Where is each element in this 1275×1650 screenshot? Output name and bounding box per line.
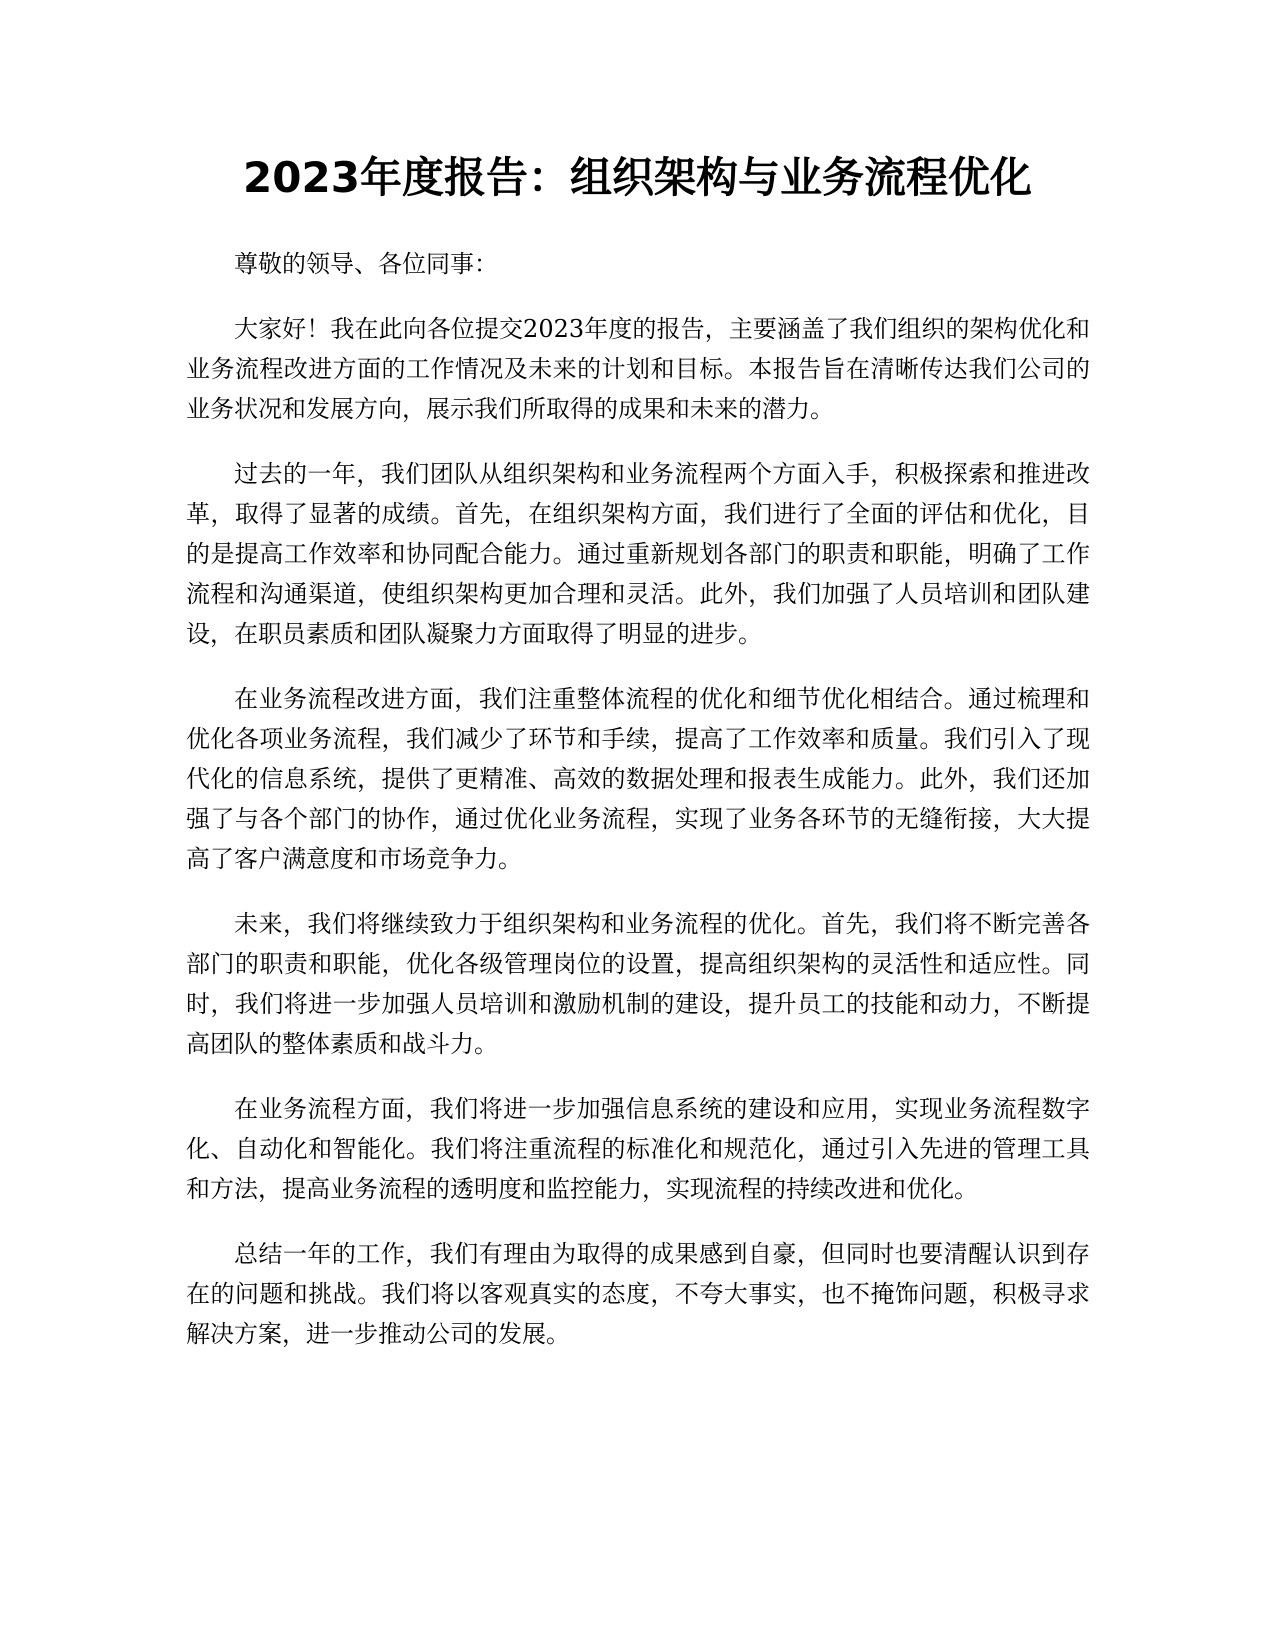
document-body xyxy=(186,244,1090,1379)
salutation-paragraph: 尊敬的领导、各位同事： xyxy=(234,250,498,278)
process-improvement-paragraph: 在业务流程改进方面，我们注重整体流程的优化和细节优化相结合。通过梳理和优化各项业务流程，我们减少了环节和手续，提高了工作效率和质量。我们引入了现代化的信息系统，提供了更精准、高效的数据处理和报表生成能力。此外，我们还加强了与各个部门的协作，通过优化业务流程，实现了业务各环节的无缝衔接，大大提高了客户满意度和市场竞争力。 xyxy=(186,685,1090,873)
business-process-paragraph: 在业务流程方面，我们将进一步加强信息系统的建设和应用，实现业务流程数字化、自动化和智能化。我们将注重流程的标准化和规范化，通过引入先进的管理工具和方法，提高业务流程的透明度和监控能力，实现流程的持续改进和优化。 xyxy=(186,1095,1090,1203)
intro-paragraph: 大家好！我在此向各位提交2023年度的报告，主要涵盖了我们组织的架构优化和业务流程改进方面的工作情况及未来的计划和目标。本报告旨在清晰传达我们公司的业务状况和发展方向，展示我们所取得的成果和未来的潜力。 xyxy=(186,315,1090,423)
future-plan-paragraph: 未来，我们将继续致力于组织架构和业务流程的优化。首先，我们将不断完善各部门的职责和职能，优化各级管理岗位的设置，提高组织架构的灵活性和适应性。同时，我们将进一步加强人员培训和激励机制的建设，提升员工的技能和动力，不断提高团队的整体素质和战斗力。 xyxy=(186,910,1090,1058)
past-year-paragraph: 过去的一年，我们团队从组织架构和业务流程两个方面入手，积极探索和推进改革，取得了显著的成绩。首先，在组织架构方面，我们进行了全面的评估和优化，目的是提高工作效率和协同配合能力。通过重新规划各部门的职责和职能，明确了工作流程和沟通渠道，使组织架构更加合理和灵活。此外，我们加强了人员培训和团队建设，在职员素质和团队凝聚力方面取得了明显的进步。 xyxy=(186,460,1090,648)
document-title: 2023年度报告：组织架构与业务流程优化 xyxy=(243,153,1032,202)
summary-paragraph: 总结一年的工作，我们有理由为取得的成果感到自豪，但同时也要清醒认识到存在的问题和挑战。我们将以客观真实的态度，不夸大事实，也不掩饰问题，积极寻求解决方案，进一步推动公司的发展。 xyxy=(186,1240,1090,1348)
